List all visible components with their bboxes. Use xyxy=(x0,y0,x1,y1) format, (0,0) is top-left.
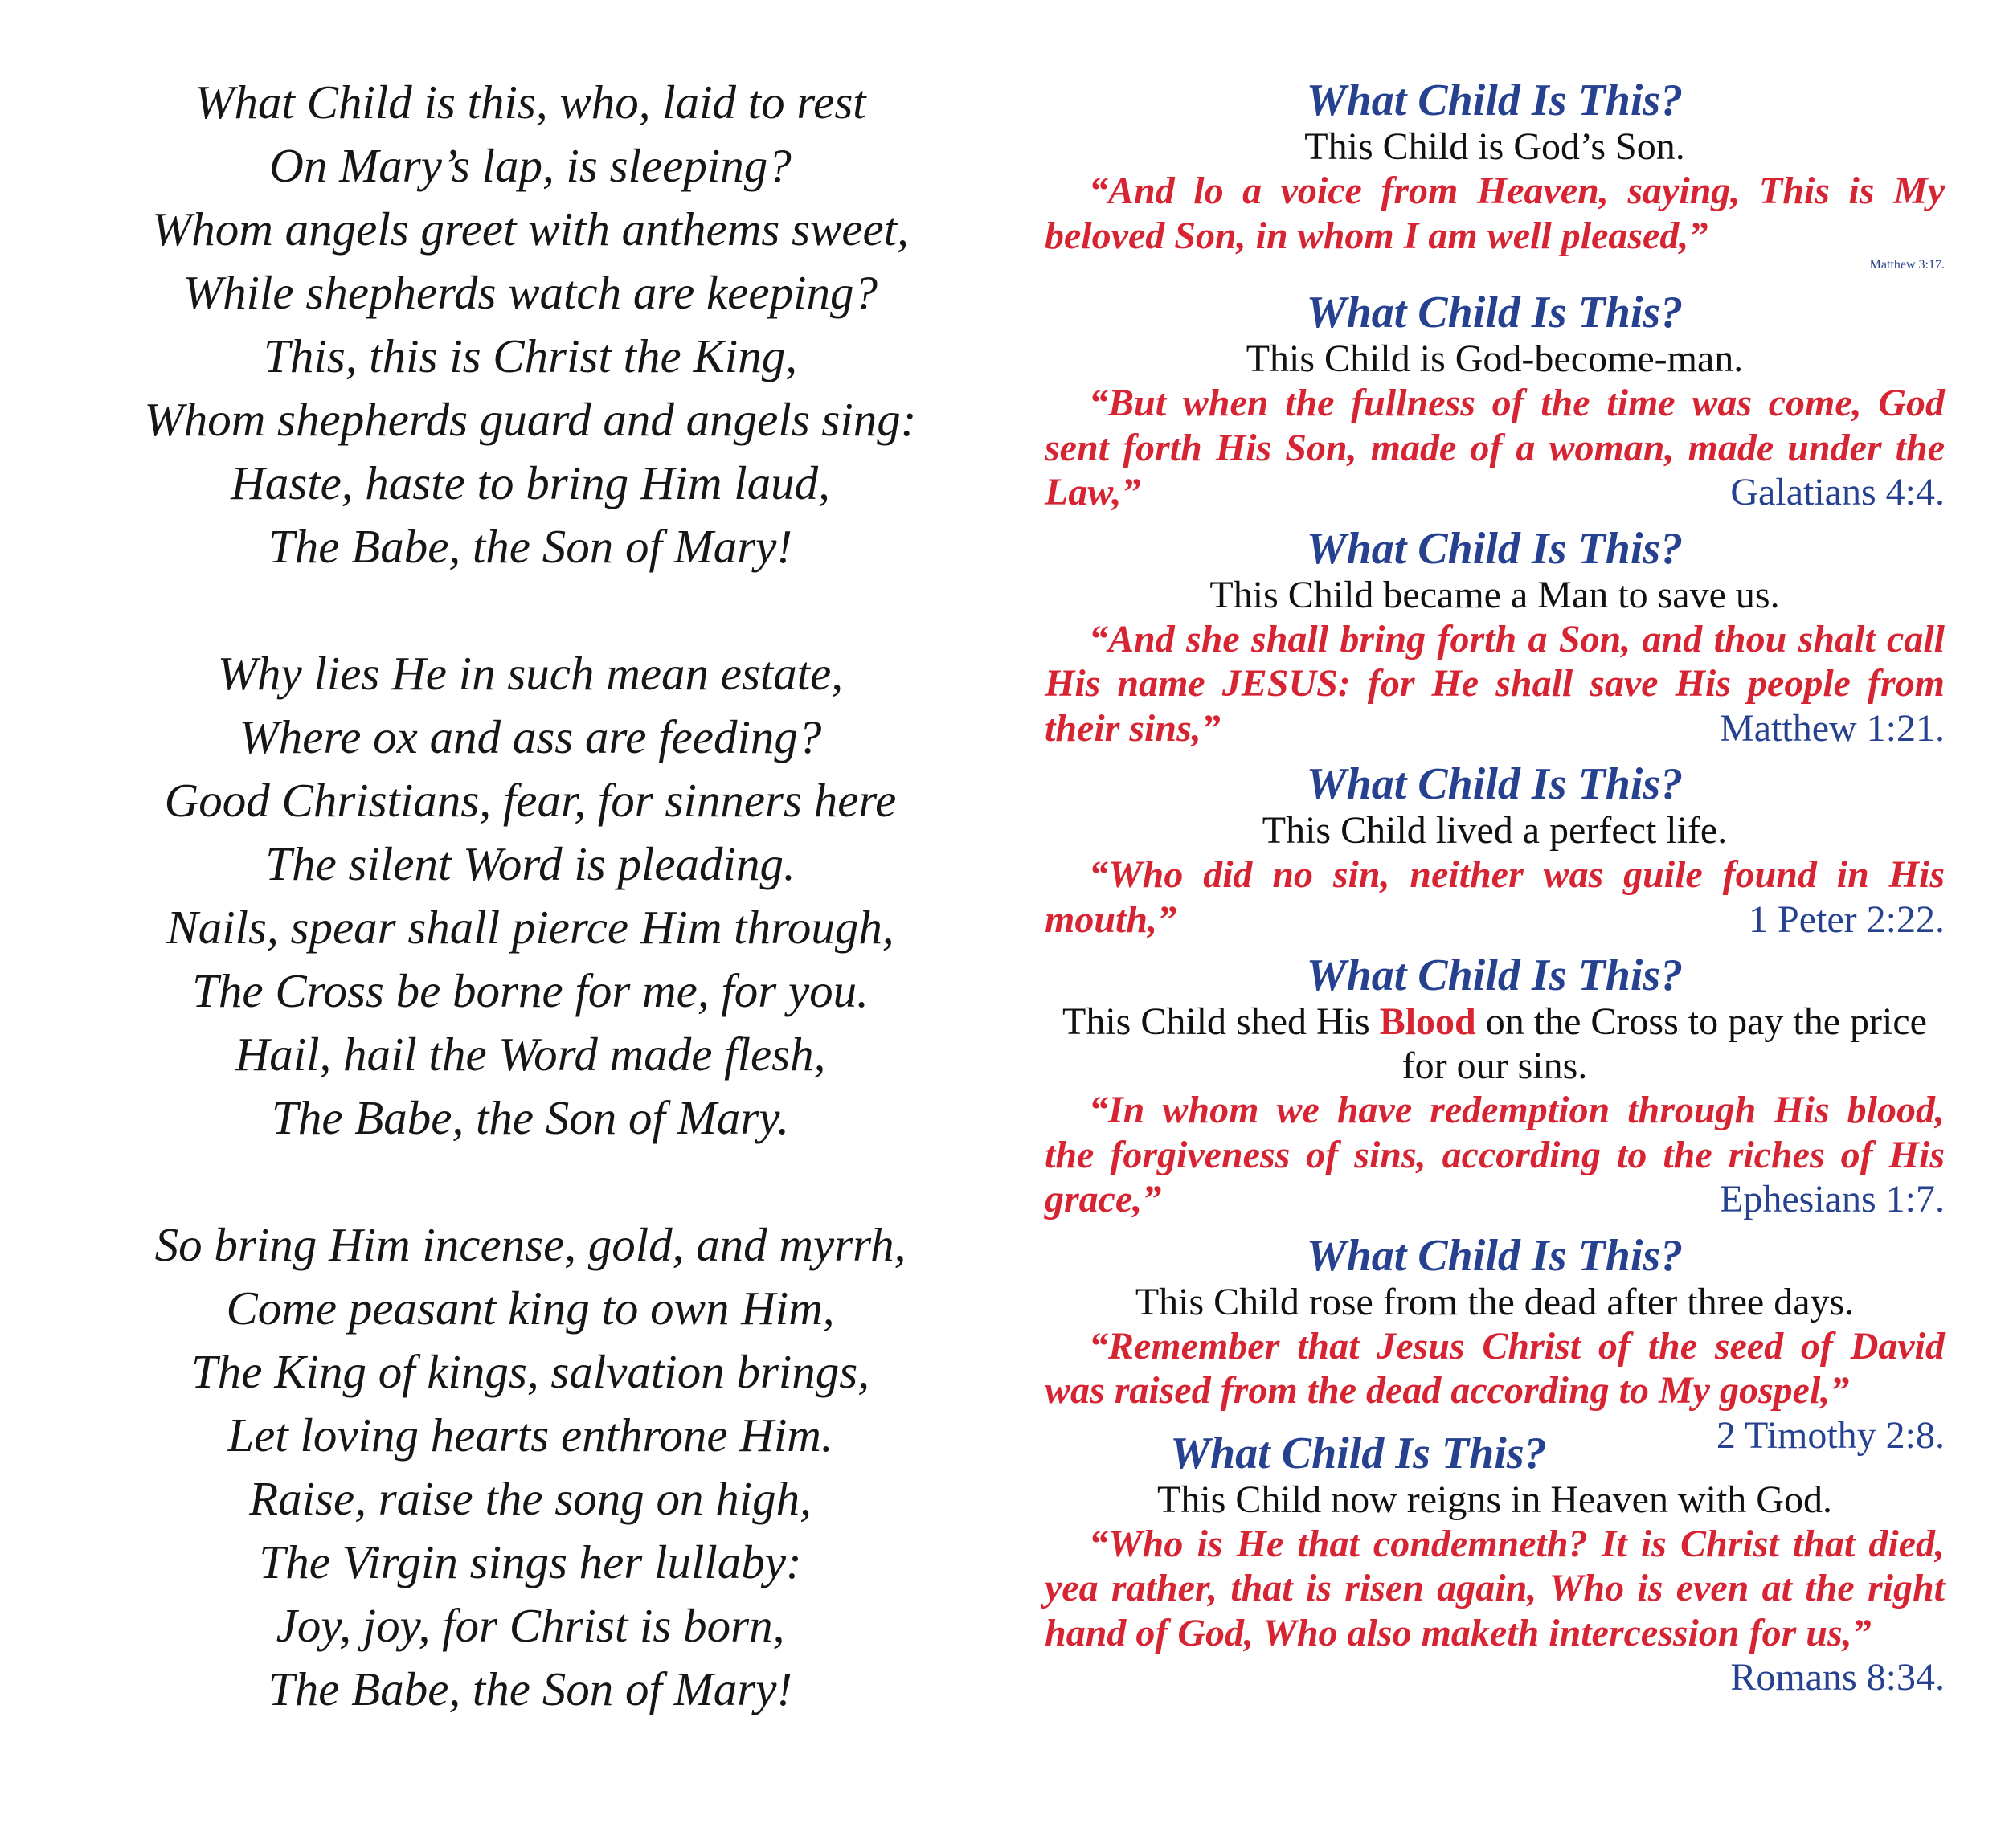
scripture-reference: 1 Peter 2:22. xyxy=(1749,897,1945,941)
statement-text-after: on the Cross to pay the price for our sins. xyxy=(1401,1000,1927,1087)
scripture-section-5 xyxy=(1045,951,1945,1222)
hymn-line: Where ox and ass are feeding? xyxy=(239,710,822,763)
hymn-line: The King of kings, salvation brings, xyxy=(190,1345,870,1398)
hymn-line: Whom shepherds guard and angels sing: xyxy=(144,393,917,446)
scripture-reference: Galatians 4:4. xyxy=(1730,471,1945,513)
hymn-line: The Babe, the Son of Mary. xyxy=(272,1091,789,1144)
hymn-line: The Babe, the Son of Mary! xyxy=(268,1662,793,1715)
section-statement: This Child rose from the dead after three days. xyxy=(1135,1280,1855,1323)
hymn-lyrics xyxy=(32,71,1029,1785)
section-title: What Child Is This? xyxy=(1306,759,1684,809)
hymn-line: Joy, joy, for Christ is born, xyxy=(276,1599,785,1652)
scripture-quote-text: “Who is He that condemneth? It is Christ that died, yea rather, that is risen again, Who is even at the right hand of God, Who also maketh intercession for us,” xyxy=(1045,1522,1945,1654)
statement-emphasis-blood: Blood xyxy=(1379,1000,1476,1043)
section-title: What Child Is This? xyxy=(1306,1230,1684,1281)
hymn-line: The Cross be borne for me, for you. xyxy=(192,964,869,1017)
section-statement xyxy=(1045,1000,1945,1088)
hymn-line: While shepherds watch are keeping? xyxy=(182,266,878,319)
hymn-line: Whom angels greet with anthems sweet, xyxy=(152,202,909,256)
scripture-reference: Matthew 3:17. xyxy=(1869,258,1945,272)
hymn-line: The silent Word is pleading. xyxy=(265,837,796,890)
scripture-reference: Ephesians 1:7. xyxy=(1720,1178,1945,1220)
scripture-quote: “And lo a voice from Heaven, saying, This is My beloved Son, in whom I am well pleased,” xyxy=(1045,170,1945,257)
scripture-quote xyxy=(1045,1522,1945,1699)
scripture-section-2 xyxy=(1045,288,1945,515)
scripture-reference: Romans 8:34. xyxy=(1730,1656,1945,1699)
section-statement: This Child is God-become-man. xyxy=(1246,337,1744,380)
section-statement: This Child lived a perfect life. xyxy=(1262,809,1728,852)
section-title: What Child Is This? xyxy=(1306,523,1684,574)
section-title: What Child Is This? xyxy=(1170,1428,1547,1478)
hymn-line: So bring Him incense, gold, and myrrh, xyxy=(154,1218,906,1271)
hymn-line: Let loving hearts enthrone Him. xyxy=(227,1408,833,1462)
hymn-stanza-2 xyxy=(32,642,1029,1150)
hymn-stanza-1 xyxy=(32,71,1029,579)
hymn-line: Why lies He in such mean estate, xyxy=(217,647,844,700)
hymn-line: On Mary’s lap, is sleeping? xyxy=(269,139,792,192)
scripture-section-6 xyxy=(1045,1230,1945,1457)
section-statement: This Child became a Man to save us. xyxy=(1209,573,1780,616)
scripture-quote xyxy=(1045,381,1945,515)
scripture-quote xyxy=(1045,617,1945,751)
hymn-line: Haste, haste to bring Him laud, xyxy=(231,456,830,509)
section-statement: This Child now reigns in Heaven with God. xyxy=(1157,1478,1832,1521)
hymn-line: The Virgin sings her lullaby: xyxy=(259,1535,802,1588)
scripture-column xyxy=(1045,76,1945,1700)
scripture-section-4 xyxy=(1045,760,1945,942)
hymn-line: Nails, spear shall pierce Him through, xyxy=(166,901,894,954)
scripture-section-7 xyxy=(1045,1428,1945,1699)
section-statement: This Child is God’s Son. xyxy=(1304,125,1685,168)
scripture-quote-text: “In whom we have redemption through His blood, the forgiveness of sins, according to the riches of His grace,” xyxy=(1045,1089,1945,1220)
scripture-quote-text: “And she shall bring forth a Son, and thou shalt call His name JESUS: for He shall save His people from their sins,” xyxy=(1045,617,1945,750)
hymn-line: This, this is Christ the King, xyxy=(264,329,797,382)
hymn-line: Good Christians, fear, for sinners here xyxy=(164,774,897,827)
scripture-quote xyxy=(1045,852,1945,942)
hymn-line: Hail, hail the Word made flesh, xyxy=(235,1028,826,1081)
scripture-quote-text: “Remember that Jesus Christ of the seed of David was raised from the dead according to My gospel,” xyxy=(1045,1324,1945,1412)
scripture-section-1 xyxy=(1045,76,1945,272)
scripture-reference: 2 Timothy 2:8. xyxy=(1716,1413,1945,1457)
scripture-quote-text: “But when the fullness of the time was come, God sent forth His Son, made of a woman, made under the Law,” xyxy=(1045,382,1945,513)
section-title: What Child Is This? xyxy=(1306,288,1684,337)
hymn-line: Raise, raise the song on high, xyxy=(249,1472,812,1525)
scripture-reference: Matthew 1:21. xyxy=(1720,706,1945,750)
hymn-stanza-3 xyxy=(32,1213,1029,1721)
scripture-quote xyxy=(1045,1088,1945,1222)
hymn-line: What Child is this, who, laid to rest xyxy=(194,76,866,129)
scripture-section-3 xyxy=(1045,525,1945,751)
section-title: What Child Is This? xyxy=(1306,76,1684,125)
section-title: What Child Is This? xyxy=(1306,951,1684,1000)
hymn-line: Come peasant king to own Him, xyxy=(226,1282,835,1335)
statement-text-before: This Child shed His xyxy=(1062,1000,1370,1043)
hymn-line: The Babe, the Son of Mary! xyxy=(268,520,793,573)
scripture-quote-text: “Who did no sin, neither was guile found in His mouth,” xyxy=(1045,853,1945,941)
